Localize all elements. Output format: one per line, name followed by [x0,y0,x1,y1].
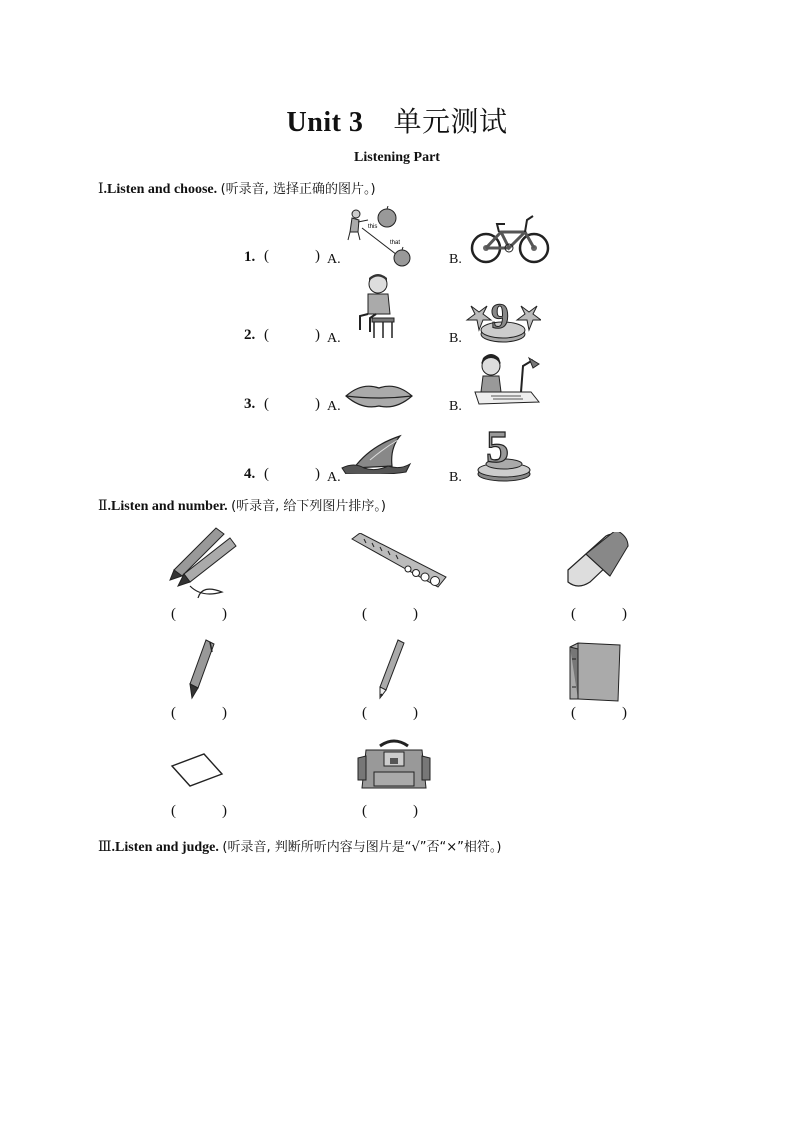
answer-paren-close: ) [315,327,320,343]
question-number: 2. [244,327,256,343]
option-b-label: B. [449,399,462,414]
option-a-label: A. [327,252,341,267]
lips-picture [344,380,414,412]
title-chinese: 单元测试 [393,105,508,138]
section-1-label: .Listen and choose. [103,182,218,197]
option-a-label: A. [327,470,341,485]
section-3-numeral: Ⅲ [98,840,112,855]
blank-paren-open: ( [362,803,367,819]
section-2-label: .Listen and number. [107,499,228,514]
schoolbag-picture [356,736,432,796]
answer-paren-open: ( [264,396,269,412]
blank-paren-close: ) [622,705,627,721]
section-3-label: .Listen and judge. [111,840,219,855]
pencil-picture [374,638,408,700]
section-3-heading [98,836,501,856]
option-a-label: A. [327,331,341,346]
section-1-instruction: (听录音, 选择正确的图片。) [220,182,376,197]
shark-fin-picture [340,434,412,474]
number-nine-picture [465,290,541,346]
book-picture [566,641,624,703]
title-unit: Unit 3 [286,107,364,138]
answer-paren-close: ) [315,248,320,264]
answer-paren-open: ( [264,248,269,264]
paper-picture [168,750,226,790]
blank-paren-close: ) [222,606,227,622]
blank-paren-open: ( [171,606,176,622]
blank-paren-close: ) [413,606,418,622]
blank-paren-close: ) [222,705,227,721]
blank-paren-close: ) [622,606,627,622]
question-number: 3. [244,396,256,412]
digit-five: 5 [486,421,509,472]
section-2-numeral: Ⅱ [98,499,108,514]
pen-picture [184,638,218,700]
page-subtitle: Listening Part [354,150,440,165]
question-row-1 [244,248,255,266]
number-five-picture [474,416,536,482]
option-b-label: B. [449,252,462,267]
digit-nine: 9 [491,296,509,336]
answer-paren-close: ) [315,466,320,482]
this-that-apples-picture [344,206,414,270]
label-this: this [368,224,378,230]
blank-paren-close: ) [222,803,227,819]
blank-paren-open: ( [571,705,576,721]
crayons-picture [162,524,242,604]
question-number: 1. [244,249,256,265]
option-a-label: A. [327,399,341,414]
blank-paren-open: ( [171,705,176,721]
eraser-picture [560,532,632,596]
bicycle-picture [469,210,551,266]
answer-paren-close: ) [315,396,320,412]
question-number: 4. [244,466,256,482]
blank-paren-open: ( [362,705,367,721]
girl-studying-picture [471,352,543,412]
page-title [0,100,794,140]
section-3-instruction: (听录音, 判断所听内容与图片是“√”否“×”相符。) [222,840,502,855]
blank-paren-close: ) [413,705,418,721]
section-2-instruction: (听录音, 给下列图片排序。) [231,499,387,514]
answer-paren-open: ( [264,327,269,343]
blank-paren-close: ) [413,803,418,819]
section-1-heading [98,178,376,198]
option-b-label: B. [449,470,462,485]
label-that: that [390,240,401,246]
section-1-numeral: Ⅰ [98,182,104,197]
ruler-picture [348,533,448,593]
blank-paren-open: ( [171,803,176,819]
answer-paren-open: ( [264,466,269,482]
boy-sitting-picture [356,272,396,342]
blank-paren-open: ( [571,606,576,622]
blank-paren-open: ( [362,606,367,622]
option-b-label: B. [449,331,462,346]
section-2-heading [98,495,386,515]
